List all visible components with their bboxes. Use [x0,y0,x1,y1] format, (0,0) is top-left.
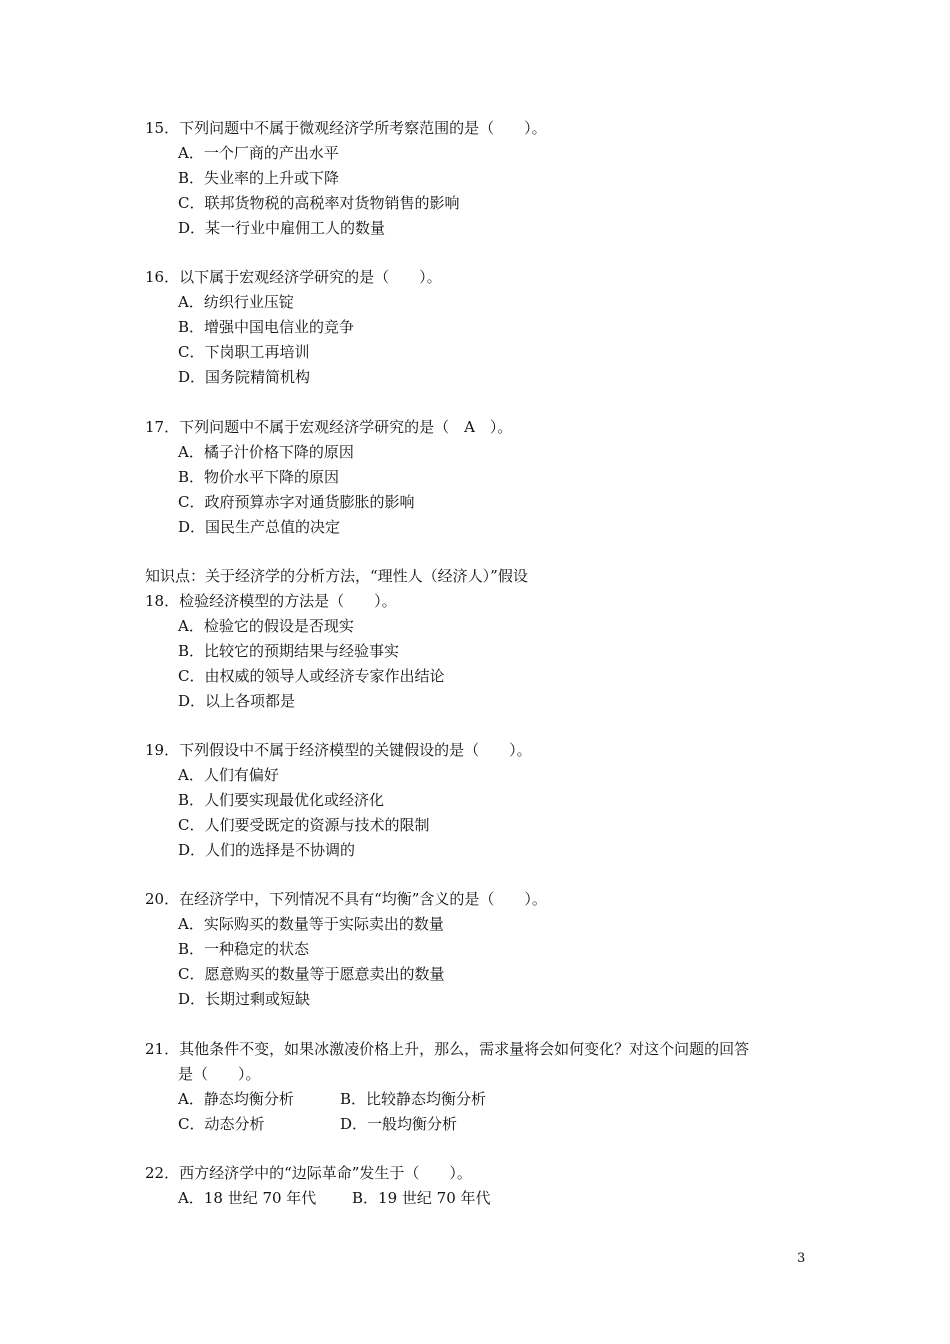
question-21-stem: 21．其他条件不变，如果冰激凌价格上升，那么，需求量将会如何变化？对这个问题的回答 [145,1040,750,1058]
question-21-option-b: B．比较静态均衡分析 [340,1090,487,1108]
question-19-option-a: A．人们有偏好 [178,766,279,784]
question-17-option-d: D．国民生产总值的决定 [178,518,341,536]
question-19-stem: 19．下列假设中不属于经济模型的关键假设的是（ ）。 [145,741,532,759]
question-18-option-c: C．由权威的领导人或经济专家作出结论 [178,667,445,685]
question-18-option-d: D．以上各项都是 [178,692,296,710]
question-20-option-d: D．长期过剩或短缺 [178,990,311,1008]
question-20-stem: 20．在经济学中，下列情况不具有“均衡”含义的是（ ）。 [145,890,547,908]
question-15-stem: 15．下列问题中不属于微观经济学所考察范围的是（ ）。 [145,119,547,137]
question-20-option-c: C．愿意购买的数量等于愿意卖出的数量 [178,965,445,983]
question-17-option-b: B．物价水平下降的原因 [178,468,340,486]
question-21-option-a: A．静态均衡分析 [178,1090,294,1108]
question-15-option-d: D．某一行业中雇佣工人的数量 [178,219,386,237]
question-15-option-b: B．失业率的上升或下降 [178,169,340,187]
question-17-stem: 17．下列问题中不属于宏观经济学研究的是（ A ）。 [145,418,513,436]
question-22-option-b: B．19 世纪 70 年代 [352,1189,491,1207]
question-15-option-a: A．一个厂商的产出水平 [178,144,339,162]
question-22-option-a: A．18 世纪 70 年代 [178,1189,317,1207]
question-16-stem: 16．以下属于宏观经济学研究的是（ ）。 [145,268,442,286]
question-16-option-a: A．纺织行业压锭 [178,293,294,311]
question-19-option-b: B．人们要实现最优化或经济化 [178,791,385,809]
page-number: 3 [797,1251,806,1266]
question-16-option-d: D．国务院精简机构 [178,368,311,386]
question-15-option-c: C．联邦货物税的高税率对货物销售的影响 [178,194,460,212]
question-19-option-d: D．人们的选择是不协调的 [178,841,356,859]
question-20-option-a: A．实际购买的数量等于实际卖出的数量 [178,915,444,933]
question-19-option-c: C．人们要受既定的资源与技术的限制 [178,816,430,834]
question-16-option-c: C．下岗职工再培训 [178,343,310,361]
question-22-stem: 22．西方经济学中的“边际革命”发生于（ ）。 [145,1164,472,1182]
question-18-option-b: B．比较它的预期结果与经验事实 [178,642,400,660]
question-16-option-b: B．增强中国电信业的竞争 [178,318,355,336]
question-18-option-a: A．检验它的假设是否现实 [178,617,354,635]
question-21-stem-continued: 是（ ）。 [178,1065,261,1083]
question-17-option-c: C．政府预算赤字对通货膨胀的影响 [178,493,415,511]
knowledge-point-note: 知识点：关于经济学的分析方法，“理性人（经济人）”假设 [145,567,528,585]
question-20-option-b: B．一种稳定的状态 [178,940,310,958]
question-21-option-c: C．动态分析 [178,1115,265,1133]
question-18-stem: 18．检验经济模型的方法是（ ）。 [145,592,397,610]
question-21-option-d: D．一般均衡分析 [340,1115,458,1133]
question-17-option-a: A．橘子汁价格下降的原因 [178,443,354,461]
